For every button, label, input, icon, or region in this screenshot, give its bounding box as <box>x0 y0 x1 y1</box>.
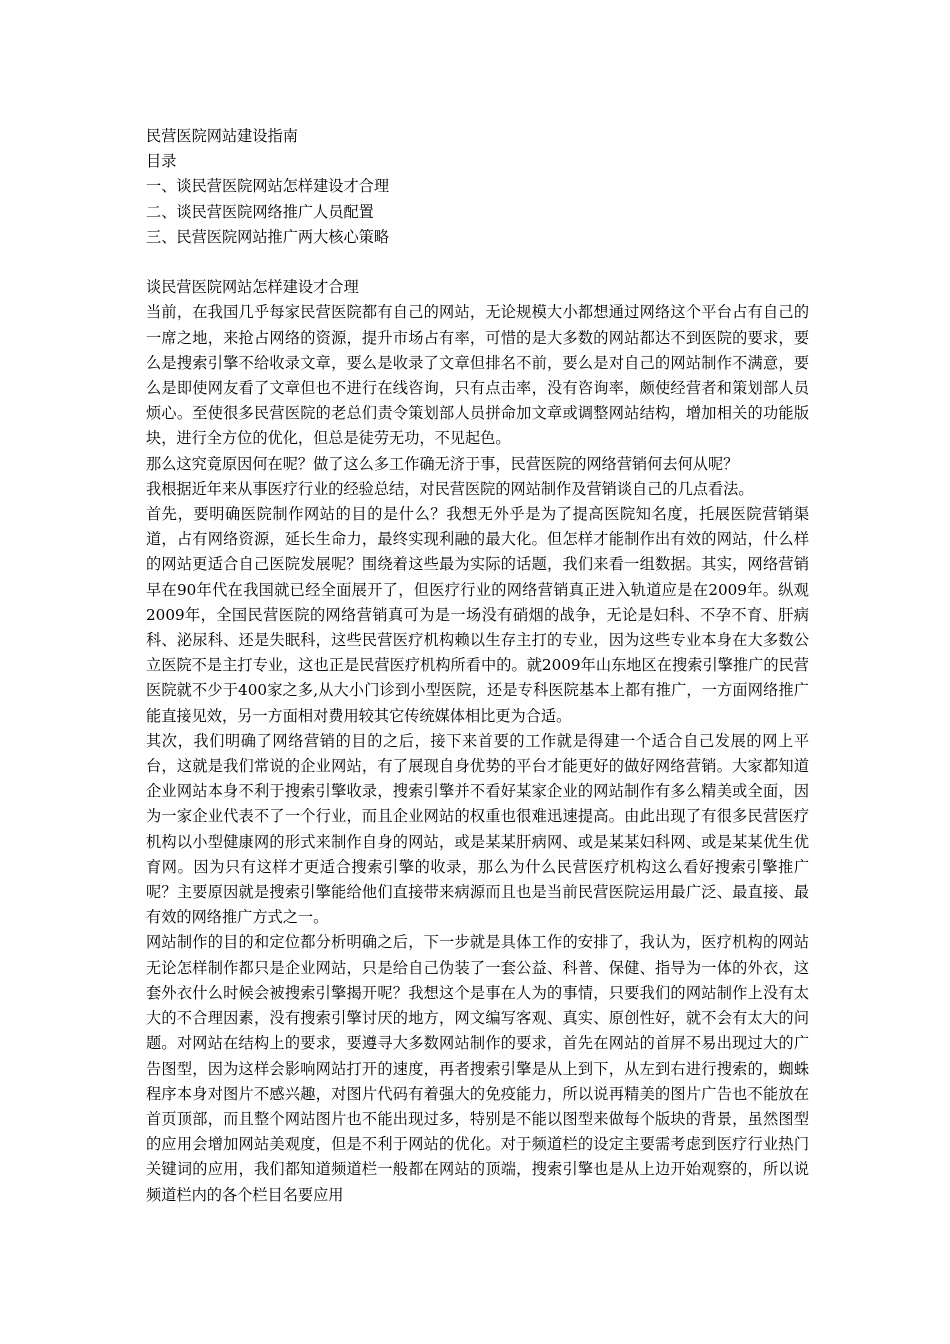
section-title: 谈民营医院网站怎样建设才合理 <box>146 278 359 297</box>
body-paragraph: 网站制作的目的和定位都分析明确之后，下一步就是具体工作的安排了，我认为，医疗机构的网站无论怎样制作都只是企业网站，只是给自己伪装了一套公益、科普、保健、指导为一体的外衣，这套外衣什么时候会被搜索引擎揭开呢？我想这个是事在人为的事情，只要我们的网站制作上没有太大的不合理因素，没有搜索引擎讨厌的地方，网文编写客观、真实、原创性好，就不会有太大的问题。对网站在结构上的要求，要遵寻大多数网站制作的要求，首先在网站的首屏不易出现过大的广告图型，因为这样会影响网站打开的速度，再者搜索引擎是从上到下，从左到右进行搜索的，蜘蛛程序本身对图片不感兴趣，对图片代码有着强大的免疫能力，所以说再精美的图片广告也不能放在首页顶部，而且整个网站图片也不能出现过多，特别是不能以图型来做每个版块的背景，虽然图型的应用会增加网站美观度，但是不利于网站的优化。对于频道栏的设定主要需考虑到医疗行业热门关键词的应用，我们都知道频道栏一般都在网站的顶端，搜索引擎也是从上边开始观察的，所以说频道栏内的各个栏目名要应用 <box>146 933 809 1204</box>
body-paragraph: 首先，要明确医院制作网站的目的是什么？我想无外乎是为了提高医院知名度，托展医院营销渠道，占有网络资源，延长生命力，最终实现利融的最大化。但怎样才能制作出有效的网站，什么样的网站更适合自己医院发展呢？围绕着这些最为实际的话题，我们来看一组数据。其实，网络营销早在90年代在我国就已经全面展开了，但医疗行业的网络营销真正进入轨道应是在2009年。纵观2009年，全国民营医院的网络营销真可为是一场没有硝烟的战争，无论是妇科、不孕不育、肝病科、泌尿科、还是失眠科，这些民营医疗机构赖以生存主打的专业，因为这些专业本身在大多数公立医院不是主打专业，这也正是民营医疗机构所看中的。就2009年山东地区在搜索引擎推广的民营医院就不少于400家之多,从大小门诊到小型医院，还是专科医院基本上都有推广，一方面网络推广能直接见效，另一方面相对费用较其它传统媒体相比更为合适。 <box>146 505 809 725</box>
blank-line <box>146 250 809 275</box>
toc-item: 一、谈民营医院网站怎样建设才合理 <box>146 177 389 196</box>
toc-heading: 目录 <box>146 152 177 171</box>
toc-item: 三、民营医院网站推广两大核心策略 <box>146 227 389 246</box>
document-page <box>146 124 809 1208</box>
body-paragraph: 那么这究竟原因何在呢？做了这么多工作确无济于事，民营医院的网络营销何去何从呢？ <box>146 454 739 473</box>
body-paragraph: 当前，在我国几乎每家民营医院都有自己的网站，无论规模大小都想通过网络这个平台占有自己的一席之地，来抢占网络的资源，提升市场占有率，可惜的是大多数的网站都达不到医院的要求，要么是搜索引擎不给收录文章，要么是收录了文章但排名不前，要么是对自己的网站制作不满意，要么是即使网友看了文章但也不进行在线咨询，只有点击率，没有咨询率，颇使经营者和策划部人员烦心。至使很多民营医院的老总们责令策划部人员拼命加文章或调整网站结构，增加相关的功能版块，进行全方位的优化，但总是徒劳无功，不见起色。 <box>146 303 809 448</box>
body-paragraph: 其次，我们明确了网络营销的目的之后，接下来首要的工作就是得建一个适合自己发展的网上平台，这就是我们常说的企业网站，有了展现自身优势的平台才能更好的做好网络营销。大家都知道企业网站本身不利于搜索引擎收录，搜索引擎并不看好某家企业的网站制作有多么精美或全面，因为一家企业代表不了一个行业，而且企业网站的权重也很难迅速提高。由此出现了有很多民营医疗机构以小型健康网的形式来制作自身的网站，或是某某肝病网、或是某某妇科网、或是某某优生优育网。因为只有这样才更适合搜索引擎的收录，那么为什么民营医疗机构这么看好搜索引擎推广呢？主要原因就是搜索引擎能给他们直接带来病源而且也是当前民营医院运用最广泛、最直接、最有效的网络推广方式之一。 <box>146 731 809 927</box>
document-title: 民营医院网站建设指南 <box>146 127 298 145</box>
body-paragraph: 我根据近年来从事医疗行业的经验总结，对民营医院的网站制作及营销谈自己的几点看法。 <box>146 479 754 498</box>
toc-item: 二、谈民营医院网络推广人员配置 <box>146 202 374 221</box>
